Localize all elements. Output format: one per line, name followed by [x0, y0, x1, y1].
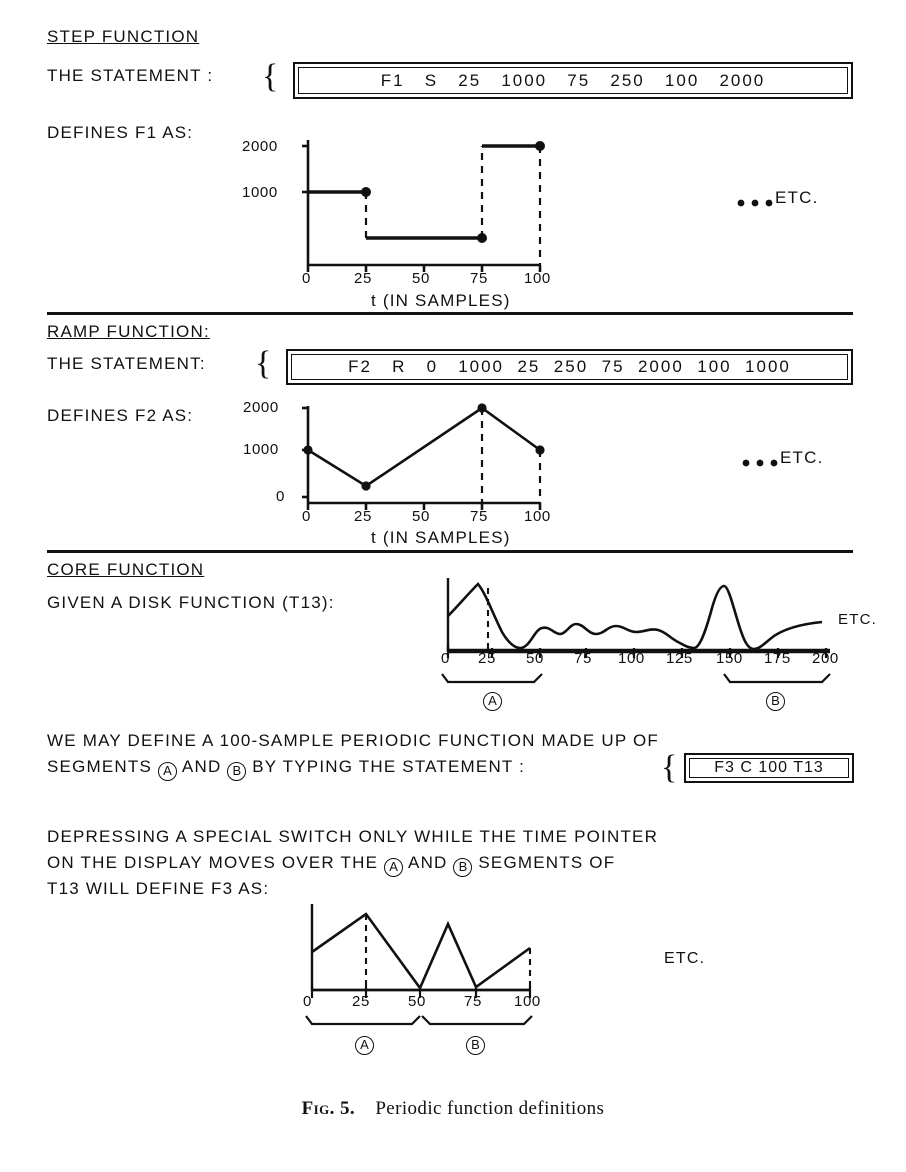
- ramp-statement-label: THE STATEMENT:: [47, 354, 206, 373]
- core-paragraph2-line3: T13 WILL DEFINE F3 AS:: [47, 879, 270, 898]
- disk-xtick-25: 25: [478, 650, 496, 667]
- step-brace: {: [262, 58, 279, 95]
- disk-xtick-100: 100: [618, 650, 645, 667]
- core-statement-box[interactable]: [684, 753, 854, 783]
- segment-b-circle: B: [766, 692, 785, 711]
- ramp-statement-text: F2 R 0 1000 25 250 75 2000 100 1000: [348, 357, 791, 376]
- ramp-xtick-100: 100: [524, 508, 551, 525]
- ramp-xtick-0: 0: [302, 508, 311, 525]
- p2-post: SEGMENTS OF: [472, 853, 616, 872]
- ramp-brace: {: [255, 345, 272, 382]
- ramp-etc-label: ETC.: [780, 448, 824, 467]
- step-statement-box[interactable]: [293, 62, 853, 99]
- step-etc-label: ETC.: [775, 188, 819, 207]
- core-function-title: CORE FUNCTION: [47, 560, 205, 579]
- p1-segment-a-circle: A: [158, 762, 177, 781]
- figure-number: Fig. 5.: [301, 1098, 355, 1119]
- ramp-xtick-75: 75: [470, 508, 488, 525]
- step-function-chart: [240, 130, 800, 290]
- step-axis-title: t (IN SAMPLES): [371, 291, 511, 310]
- step-ytick-2000: 2000: [242, 138, 278, 155]
- f3-segment-b-circle: B: [466, 1036, 485, 1055]
- disk-xtick-50: 50: [526, 650, 544, 667]
- p1-mid: AND: [176, 757, 228, 776]
- disk-xtick-150: 150: [716, 650, 743, 667]
- ramp-ytick-1000: 1000: [243, 441, 279, 458]
- f3-etc-label: ETC.: [664, 950, 706, 967]
- core-paragraph2-line2: [47, 853, 615, 877]
- step-ytick-1000: 1000: [242, 184, 278, 201]
- ramp-xtick-25: 25: [354, 508, 372, 525]
- ramp-xtick-50: 50: [412, 508, 430, 525]
- step-xtick-25: 25: [354, 270, 372, 287]
- f3-segment-b-marker: [466, 1033, 485, 1055]
- ramp-defines-label: DEFINES F2 AS:: [47, 406, 194, 425]
- divider-1: [47, 312, 853, 315]
- disk-xtick-200: 200: [812, 650, 839, 667]
- disk-xtick-75: 75: [574, 650, 592, 667]
- core-paragraph2-line1: DEPRESSING A SPECIAL SWITCH ONLY WHILE THE TIME POINTER: [47, 827, 659, 846]
- ramp-ytick-2000: 2000: [243, 399, 279, 416]
- disk-xtick-175: 175: [764, 650, 791, 667]
- step-xtick-100: 100: [524, 270, 551, 287]
- core-paragraph1-line1: WE MAY DEFINE A 100-SAMPLE PERIODIC FUNCTION MADE UP OF: [47, 731, 659, 750]
- disk-segment-a-marker: [483, 689, 502, 711]
- p1-segment-b-circle: B: [227, 762, 246, 781]
- figure-caption-text: Periodic function definitions: [375, 1098, 605, 1119]
- core-statement-text: F3 C 100 T13: [714, 759, 824, 776]
- ramp-function-title: RAMP FUNCTION:: [47, 322, 210, 341]
- step-xtick-0: 0: [302, 270, 311, 287]
- p2-mid: AND: [403, 853, 454, 872]
- f3-xtick-50: 50: [408, 993, 426, 1010]
- ramp-function-chart: [240, 398, 800, 558]
- p2-segment-a-circle: A: [384, 858, 403, 877]
- segment-a-circle: A: [483, 692, 502, 711]
- f3-xtick-25: 25: [352, 993, 370, 1010]
- f3-xtick-100: 100: [514, 993, 541, 1010]
- f3-function-axis: [290, 990, 620, 1036]
- f3-segment-a-marker: [355, 1033, 374, 1055]
- p2-pre: ON THE DISPLAY MOVES OVER THE: [47, 853, 385, 872]
- step-xtick-50: 50: [412, 270, 430, 287]
- core-given-label: GIVEN A DISK FUNCTION (T13):: [47, 593, 335, 612]
- divider-2: [47, 550, 853, 553]
- ramp-axis-title: t (IN SAMPLES): [371, 528, 511, 547]
- f3-xtick-0: 0: [303, 993, 312, 1010]
- p1-pre: SEGMENTS: [47, 757, 158, 776]
- figure-caption: [0, 1098, 906, 1120]
- p1-post: BY TYPING THE STATEMENT :: [246, 757, 526, 776]
- p2-segment-b-circle: B: [453, 858, 472, 877]
- core-paragraph1-line2: [47, 757, 525, 781]
- ramp-ytick-0: 0: [276, 488, 285, 505]
- ramp-statement-box[interactable]: [286, 349, 853, 385]
- core-etc-label: ETC.: [838, 611, 877, 628]
- step-defines-label: DEFINES F1 AS:: [47, 123, 194, 142]
- disk-xtick-125: 125: [666, 650, 693, 667]
- f3-xtick-75: 75: [464, 993, 482, 1010]
- step-xtick-75: 75: [470, 270, 488, 287]
- disk-xtick-0: 0: [441, 650, 450, 667]
- f3-segment-a-circle: A: [355, 1036, 374, 1055]
- core-brace: {: [661, 749, 678, 786]
- disk-segment-b-marker: [766, 689, 785, 711]
- step-function-title: STEP FUNCTION: [47, 27, 200, 46]
- step-statement-text: F1 S 25 1000 75 250 100 2000: [380, 70, 766, 90]
- step-statement-label: THE STATEMENT :: [47, 66, 214, 85]
